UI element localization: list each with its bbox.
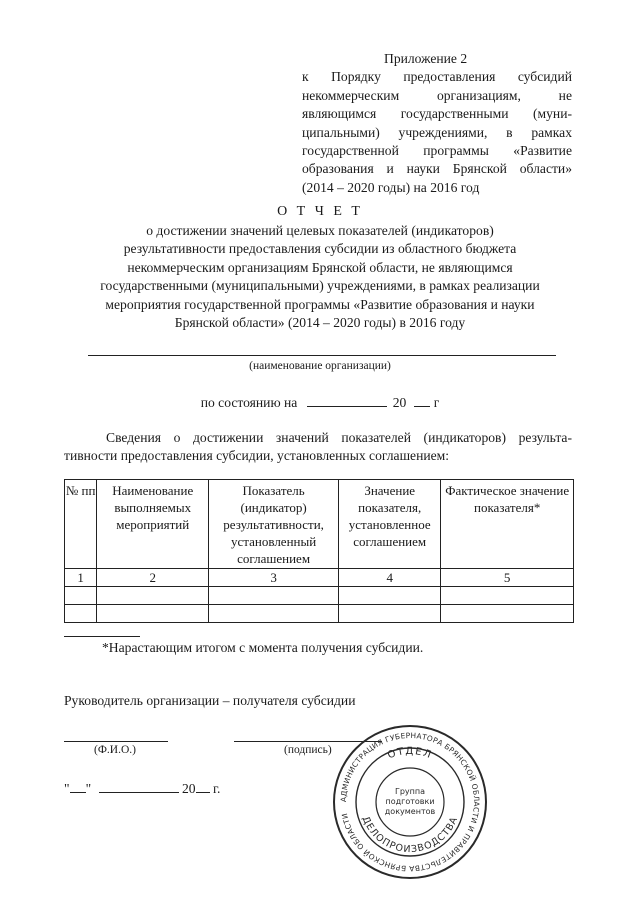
table-cell[interactable]	[441, 587, 574, 605]
signature-date	[64, 780, 220, 797]
subtitle-line: Брянской области» (2014 – 2020 годы) в 2016 году	[174, 315, 466, 331]
svg-text:ОТДЕЛ	[386, 746, 433, 761]
indicators-table	[64, 479, 574, 623]
status-date-field[interactable]	[307, 394, 387, 407]
table-number-row	[65, 569, 574, 587]
table-cell[interactable]	[339, 605, 441, 623]
subtitle-line: мероприятия государственной программы «Развитие образования и науки	[105, 296, 535, 312]
appendix-line: ципальными) учреждениями, в рамках	[302, 124, 572, 140]
table-row	[65, 605, 574, 623]
status-suffix: г	[433, 395, 440, 410]
table-cell: 2	[97, 569, 209, 587]
head-of-organization-label: Руководитель организации – получателя субсидии	[64, 693, 356, 708]
month-field[interactable]	[99, 780, 179, 793]
status-date	[0, 394, 640, 411]
subtitle-line: о достижении значений целевых показателей (индикаторов)	[146, 223, 494, 238]
header-indicator: Показатель (индикатор) результативности, установленный соглашением	[209, 480, 339, 569]
subtitle-line: государственными (муниципальными) учреждениями, в рамках реализации	[100, 278, 540, 294]
report-title: О Т Ч Е Т	[277, 204, 363, 219]
signature-caption: (подпись)	[284, 744, 332, 756]
header-actual-value: Фактическое значение показателя*	[441, 480, 574, 569]
seal-stamp	[330, 722, 490, 882]
intro-line: Сведения о достижении значений показателей (индикаторов) результа-	[106, 430, 572, 445]
appendix-line: образования и науки Брянской области»	[302, 161, 572, 177]
appendix-line: государственной программы «Развитие	[302, 143, 572, 159]
table-cell[interactable]	[209, 605, 339, 623]
intro-line: тивности предоставления субсидии, установленных соглашением:	[64, 448, 450, 464]
fio-caption: (Ф.И.О.)	[94, 744, 136, 756]
organization-name-caption: (наименование организации)	[249, 360, 391, 372]
year-prefix: 20	[181, 781, 196, 796]
header-number: № пп	[65, 480, 97, 569]
table-cell[interactable]	[97, 587, 209, 605]
day-field[interactable]	[70, 780, 86, 793]
table-cell: 3	[209, 569, 339, 587]
organization-name-field[interactable]	[88, 355, 556, 356]
appendix-line: (2014 – 2020 годы) на 2016 год	[302, 179, 480, 195]
subtitle-line: некоммерческим организациям Брянской области, не являющимся	[127, 259, 513, 275]
stamp-outer-text: АДМИНИСТРАЦИЯ ГУБЕРНАТОРА БРЯНСКОЙ ОБЛАСТИ И ПРАВИТЕЛЬСТВА БРЯНСКОЙ ОБЛАСТИ	[338, 730, 482, 874]
stamp-center-line: Группа	[394, 787, 426, 796]
table-cell[interactable]	[209, 587, 339, 605]
quote-open: "	[64, 781, 70, 796]
quote-close: "	[85, 781, 92, 796]
appendix-block	[302, 50, 572, 197]
table-row	[65, 587, 574, 605]
year-field[interactable]	[196, 780, 210, 793]
status-prefix: по состоянию на	[200, 395, 298, 410]
header-planned-value: Значение показателя, установленное соглашением	[339, 480, 441, 569]
report-subtitle	[70, 222, 570, 332]
appendix-title: Приложение 2	[384, 51, 468, 66]
footnote-divider	[64, 636, 140, 637]
table-cell[interactable]	[65, 605, 97, 623]
table-header-row	[65, 480, 574, 569]
svg-text:ДЕЛОПРОИЗВОДСТВА	[360, 815, 461, 855]
table-cell[interactable]	[441, 605, 574, 623]
stamp-center-line: подготовки	[385, 797, 435, 806]
stamp-top-text: ОТДЕЛ	[386, 745, 434, 762]
table-cell: 4	[339, 569, 441, 587]
stamp-center-line: документов	[384, 807, 436, 816]
footnote: *Нарастающим итогом с момента получения субсидии.	[102, 640, 424, 655]
status-year-field[interactable]	[414, 394, 430, 407]
fio-field[interactable]	[64, 741, 168, 742]
table-cell: 1	[65, 569, 97, 587]
header-activities: Наименование выполняемых мероприятий	[97, 480, 209, 569]
status-year: 20	[392, 395, 407, 410]
table-cell: 5	[441, 569, 574, 587]
appendix-line: являющимся государственными (муни-	[302, 106, 572, 122]
table-cell[interactable]	[65, 587, 97, 605]
intro-paragraph	[64, 429, 572, 466]
appendix-line: некоммерческим организациям, не	[302, 87, 572, 103]
year-suffix: г.	[212, 781, 221, 796]
stamp-bottom-text: ДЕЛОПРОИЗВОДСТВА	[359, 814, 461, 856]
table-cell[interactable]	[339, 587, 441, 605]
appendix-line: к Порядку предоставления субсидий	[302, 69, 572, 85]
subtitle-line: результативности предоставления субсидии из областного бюджета	[123, 241, 517, 257]
table-cell[interactable]	[97, 605, 209, 623]
